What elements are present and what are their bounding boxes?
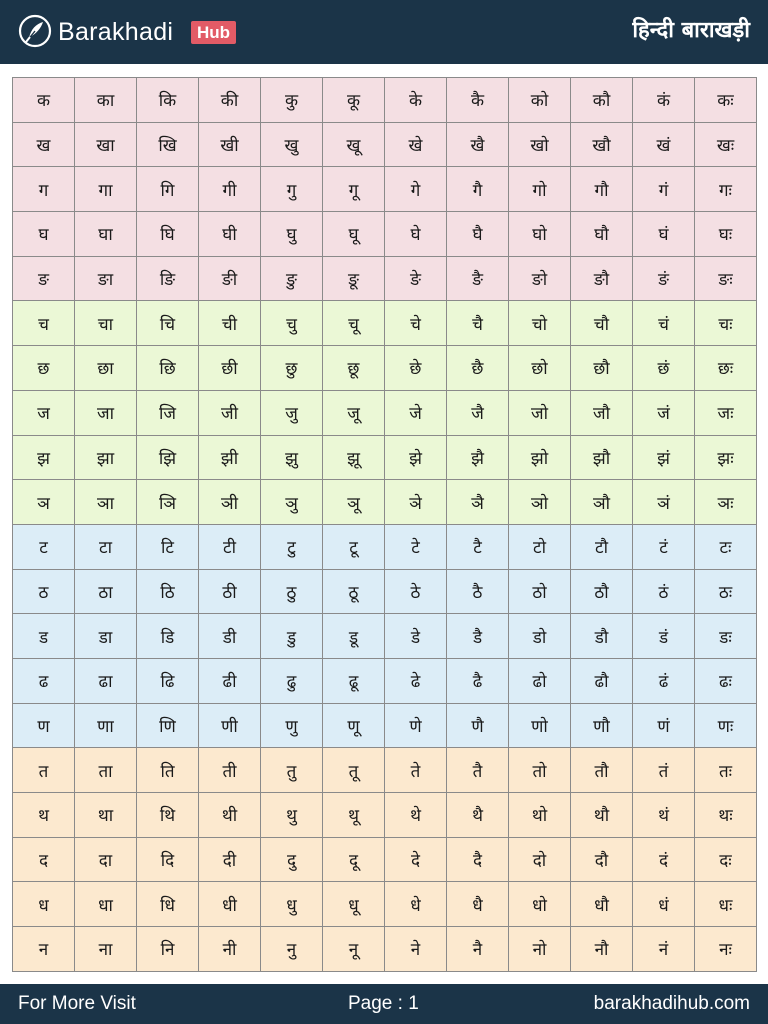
table-cell: खं [633, 122, 695, 167]
table-cell: कू [323, 78, 385, 123]
table-row [13, 167, 757, 212]
table-cell: खे [385, 122, 447, 167]
table-cell: गू [323, 167, 385, 212]
table-cell: घै [447, 212, 509, 257]
table-row [13, 658, 757, 703]
table-cell: छा [75, 346, 137, 391]
table-cell: गे [385, 167, 447, 212]
table-cell: चि [137, 301, 199, 346]
table-cell: दं [633, 837, 695, 882]
table-cell: डं [633, 614, 695, 659]
table-row [13, 837, 757, 882]
table-cell: खू [323, 122, 385, 167]
table-cell: डे [385, 614, 447, 659]
table-cell: टि [137, 524, 199, 569]
table-cell: खै [447, 122, 509, 167]
table-cell: ङो [509, 256, 571, 301]
feather-pen-icon [18, 14, 52, 48]
table-cell: ढे [385, 658, 447, 703]
table-cell: ठै [447, 569, 509, 614]
table-cell: जः [695, 390, 757, 435]
table-cell: चू [323, 301, 385, 346]
table-row [13, 614, 757, 659]
table-cell: नु [261, 927, 323, 972]
table-cell: धी [199, 882, 261, 927]
table-cell: ठु [261, 569, 323, 614]
table-cell: थु [261, 793, 323, 838]
table-cell: ञः [695, 480, 757, 525]
table-cell: णः [695, 703, 757, 748]
table-cell: डू [323, 614, 385, 659]
table-row [13, 882, 757, 927]
table-cell: ढै [447, 658, 509, 703]
table-cell: छे [385, 346, 447, 391]
table-cell: ङै [447, 256, 509, 301]
footer-bar [0, 984, 768, 1024]
table-cell: गि [137, 167, 199, 212]
table-cell: ठू [323, 569, 385, 614]
table-cell: डी [199, 614, 261, 659]
table-cell: ची [199, 301, 261, 346]
table-cell: ठः [695, 569, 757, 614]
table-cell: गो [509, 167, 571, 212]
table-cell: ढं [633, 658, 695, 703]
table-cell: दो [509, 837, 571, 882]
table-cell: डः [695, 614, 757, 659]
table-row [13, 703, 757, 748]
table-cell: डि [137, 614, 199, 659]
table-cell: घू [323, 212, 385, 257]
table-cell: तु [261, 748, 323, 793]
table-cell: छै [447, 346, 509, 391]
table-cell: ङि [137, 256, 199, 301]
table-cell: ढा [75, 658, 137, 703]
table-cell: झे [385, 435, 447, 480]
table-cell: जै [447, 390, 509, 435]
table-cell: गै [447, 167, 509, 212]
table-cell: छू [323, 346, 385, 391]
table-cell: नौ [571, 927, 633, 972]
table-cell: थे [385, 793, 447, 838]
table-cell: टौ [571, 524, 633, 569]
table-row [13, 346, 757, 391]
table-cell: जं [633, 390, 695, 435]
table-cell: चः [695, 301, 757, 346]
table-cell: टं [633, 524, 695, 569]
table-cell: चु [261, 301, 323, 346]
table-cell: थै [447, 793, 509, 838]
table-cell: थः [695, 793, 757, 838]
table-cell: घः [695, 212, 757, 257]
table-cell: ञं [633, 480, 695, 525]
table-cell: था [75, 793, 137, 838]
barakhadi-table [12, 77, 757, 972]
table-cell: तै [447, 748, 509, 793]
table-cell: टो [509, 524, 571, 569]
table-cell: णं [633, 703, 695, 748]
table-cell: थो [509, 793, 571, 838]
table-cell: कौ [571, 78, 633, 123]
table-cell: तः [695, 748, 757, 793]
table-cell: छु [261, 346, 323, 391]
table-cell: डौ [571, 614, 633, 659]
table-cell: ढो [509, 658, 571, 703]
table-cell: ध [13, 882, 75, 927]
table-cell: छो [509, 346, 571, 391]
table-cell: ती [199, 748, 261, 793]
table-row [13, 480, 757, 525]
table-cell: थ [13, 793, 75, 838]
table-cell: डो [509, 614, 571, 659]
table-cell: ङौ [571, 256, 633, 301]
table-cell: क [13, 78, 75, 123]
table-cell: का [75, 78, 137, 123]
table-cell: ढः [695, 658, 757, 703]
table-cell: कु [261, 78, 323, 123]
table-cell: छी [199, 346, 261, 391]
table-cell: णे [385, 703, 447, 748]
table-cell: ञौ [571, 480, 633, 525]
table-cell: ग [13, 167, 75, 212]
table-cell: तो [509, 748, 571, 793]
table-cell: ड [13, 614, 75, 659]
table-cell: दे [385, 837, 447, 882]
table-cell: धि [137, 882, 199, 927]
table-cell: ञो [509, 480, 571, 525]
table-cell: गु [261, 167, 323, 212]
table-cell: धु [261, 882, 323, 927]
table-cell: णु [261, 703, 323, 748]
table-row [13, 435, 757, 480]
table-cell: घ [13, 212, 75, 257]
table-cell: णै [447, 703, 509, 748]
table-cell: ढौ [571, 658, 633, 703]
table-cell: ढू [323, 658, 385, 703]
table-cell: घौ [571, 212, 633, 257]
table-cell: ञै [447, 480, 509, 525]
table-cell: चौ [571, 301, 633, 346]
table-cell: धौ [571, 882, 633, 927]
table-cell: झा [75, 435, 137, 480]
table-cell: ङः [695, 256, 757, 301]
table-cell: जु [261, 390, 323, 435]
table-cell: ञे [385, 480, 447, 525]
table-cell: खी [199, 122, 261, 167]
table-cell: जू [323, 390, 385, 435]
table-cell: दः [695, 837, 757, 882]
website-link[interactable]: barakhadihub.com [593, 993, 750, 1014]
table-cell: खु [261, 122, 323, 167]
table-cell: द [13, 837, 75, 882]
table-cell: दी [199, 837, 261, 882]
table-cell: ते [385, 748, 447, 793]
table-cell: णि [137, 703, 199, 748]
table-cell: चो [509, 301, 571, 346]
table-cell: णौ [571, 703, 633, 748]
table-cell: ङु [261, 256, 323, 301]
table-cell: ठि [137, 569, 199, 614]
table-cell: ठ [13, 569, 75, 614]
table-cell: झू [323, 435, 385, 480]
table-cell: नः [695, 927, 757, 972]
table-cell: जो [509, 390, 571, 435]
table-cell: गी [199, 167, 261, 212]
table-cell: चा [75, 301, 137, 346]
table-cell: ण [13, 703, 75, 748]
table-cell: झः [695, 435, 757, 480]
table-cell: धो [509, 882, 571, 927]
table-cell: को [509, 78, 571, 123]
table-cell: थि [137, 793, 199, 838]
table-cell: तौ [571, 748, 633, 793]
table-cell: ङू [323, 256, 385, 301]
table-cell: खि [137, 122, 199, 167]
table-cell: कः [695, 78, 757, 123]
table-cell: ञी [199, 480, 261, 525]
table-cell: छ [13, 346, 75, 391]
page-number: Page : 1 [348, 993, 419, 1014]
table-cell: णू [323, 703, 385, 748]
table-cell: दु [261, 837, 323, 882]
table-cell: कि [137, 78, 199, 123]
table-cell: णो [509, 703, 571, 748]
table-cell: तू [323, 748, 385, 793]
table-cell: ख [13, 122, 75, 167]
table-cell: दू [323, 837, 385, 882]
table-cell: ति [137, 748, 199, 793]
table-cell: खो [509, 122, 571, 167]
table-cell: घि [137, 212, 199, 257]
table-cell: घे [385, 212, 447, 257]
table-cell: झी [199, 435, 261, 480]
table-cell: दै [447, 837, 509, 882]
table-cell: डु [261, 614, 323, 659]
table-cell: न [13, 927, 75, 972]
table-row [13, 122, 757, 167]
table-cell: खा [75, 122, 137, 167]
table-cell: थौ [571, 793, 633, 838]
table-cell: ढी [199, 658, 261, 703]
table-cell: ज [13, 390, 75, 435]
table-cell: नि [137, 927, 199, 972]
table-cell: थं [633, 793, 695, 838]
table-cell: ञु [261, 480, 323, 525]
table-cell: चै [447, 301, 509, 346]
table-cell: ठो [509, 569, 571, 614]
table-cell: ञि [137, 480, 199, 525]
brand-badge: Hub [191, 21, 236, 44]
table-cell: घं [633, 212, 695, 257]
table-cell: ञू [323, 480, 385, 525]
table-cell: टू [323, 524, 385, 569]
table-cell: ठा [75, 569, 137, 614]
table-cell: छि [137, 346, 199, 391]
table-cell: घो [509, 212, 571, 257]
table-cell: णा [75, 703, 137, 748]
table-cell: नू [323, 927, 385, 972]
table-cell: झु [261, 435, 323, 480]
table-cell: गः [695, 167, 757, 212]
header-bar [0, 0, 768, 64]
table-cell: धै [447, 882, 509, 927]
table-cell: नी [199, 927, 261, 972]
table-cell: दौ [571, 837, 633, 882]
table-cell: टै [447, 524, 509, 569]
table-cell: जी [199, 390, 261, 435]
table-cell: ङं [633, 256, 695, 301]
table-row [13, 212, 757, 257]
table-row [13, 256, 757, 301]
brand-name: Barakhadi [58, 18, 174, 46]
table-cell: धा [75, 882, 137, 927]
table-cell: डै [447, 614, 509, 659]
table-cell: ङी [199, 256, 261, 301]
table-cell: गौ [571, 167, 633, 212]
table-cell: टा [75, 524, 137, 569]
table-cell: छौ [571, 346, 633, 391]
table-cell: जौ [571, 390, 633, 435]
table-cell: धं [633, 882, 695, 927]
table-cell: के [385, 78, 447, 123]
table-cell: टी [199, 524, 261, 569]
table-cell: कं [633, 78, 695, 123]
table-cell: च [13, 301, 75, 346]
table-row [13, 748, 757, 793]
table-cell: ठौ [571, 569, 633, 614]
table-cell: ङे [385, 256, 447, 301]
table-cell: ञ [13, 480, 75, 525]
table-cell: झै [447, 435, 509, 480]
table-cell: कै [447, 78, 509, 123]
table-cell: की [199, 78, 261, 123]
table-cell: ढि [137, 658, 199, 703]
table-row [13, 524, 757, 569]
table-cell: नं [633, 927, 695, 972]
table-row [13, 927, 757, 972]
table-cell: खः [695, 122, 757, 167]
table-cell: दा [75, 837, 137, 882]
table-row [13, 301, 757, 346]
table-cell: ने [385, 927, 447, 972]
table-cell: टु [261, 524, 323, 569]
table-cell: झ [13, 435, 75, 480]
table-cell: ढ [13, 658, 75, 703]
table-cell: घी [199, 212, 261, 257]
table-cell: धे [385, 882, 447, 927]
table-cell: छं [633, 346, 695, 391]
table-cell: ठी [199, 569, 261, 614]
table-cell: ङ [13, 256, 75, 301]
table-cell: गा [75, 167, 137, 212]
table-cell: ठे [385, 569, 447, 614]
table-cell: णी [199, 703, 261, 748]
page-title: हिन्दी बाराखड़ी [632, 18, 750, 43]
table-cell: गं [633, 167, 695, 212]
table-cell: जे [385, 390, 447, 435]
table-cell: नो [509, 927, 571, 972]
table-cell: चे [385, 301, 447, 346]
table-cell: झं [633, 435, 695, 480]
table-cell: ञा [75, 480, 137, 525]
table-cell: खौ [571, 122, 633, 167]
footer-visit-text: For More Visit [18, 993, 136, 1014]
table-cell: थू [323, 793, 385, 838]
table-cell: जा [75, 390, 137, 435]
table-cell: धू [323, 882, 385, 927]
table-cell: थी [199, 793, 261, 838]
table-row [13, 78, 757, 123]
table-cell: धः [695, 882, 757, 927]
table-cell: त [13, 748, 75, 793]
table-cell: ङा [75, 256, 137, 301]
table-cell: ढु [261, 658, 323, 703]
table-cell: घा [75, 212, 137, 257]
table-cell: ट [13, 524, 75, 569]
table-cell: तं [633, 748, 695, 793]
table-cell: जि [137, 390, 199, 435]
table-row [13, 569, 757, 614]
table-cell: डा [75, 614, 137, 659]
table-cell: झौ [571, 435, 633, 480]
table-cell: घु [261, 212, 323, 257]
table-cell: ठं [633, 569, 695, 614]
table-cell: टः [695, 524, 757, 569]
table-cell: चं [633, 301, 695, 346]
table-cell: दि [137, 837, 199, 882]
table-cell: ता [75, 748, 137, 793]
table-cell: झो [509, 435, 571, 480]
table-cell: झि [137, 435, 199, 480]
table-row [13, 390, 757, 435]
table-cell: छः [695, 346, 757, 391]
table-cell: नै [447, 927, 509, 972]
table-row [13, 793, 757, 838]
table-cell: ना [75, 927, 137, 972]
table-cell: टे [385, 524, 447, 569]
